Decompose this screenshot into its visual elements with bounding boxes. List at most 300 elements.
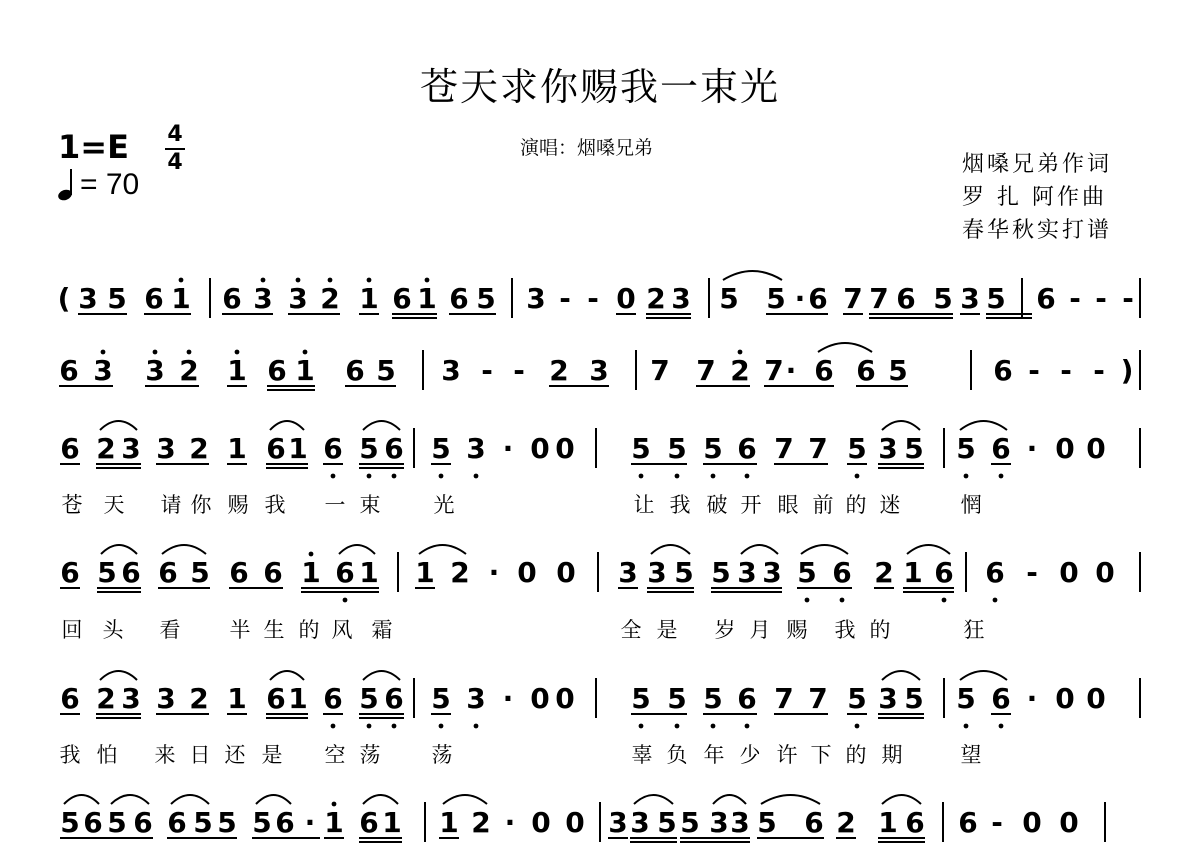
note: 2	[320, 282, 340, 315]
note: 2	[189, 432, 209, 465]
note: 1	[295, 354, 315, 387]
note: 6	[985, 556, 1005, 589]
note: 7	[650, 354, 670, 387]
lyric-character: 的	[845, 743, 867, 767]
note: 6	[804, 806, 824, 839]
note: 5	[476, 282, 496, 315]
note: 0	[565, 806, 585, 839]
slur	[723, 271, 782, 280]
note: 3	[145, 354, 165, 387]
lyric-character: 头	[102, 618, 124, 642]
low-octave-dot	[439, 724, 444, 729]
note: 2	[450, 556, 470, 589]
dash-extension: -	[513, 354, 525, 387]
note: 0	[1086, 432, 1106, 465]
note: 5	[631, 682, 651, 715]
note: 5	[904, 432, 924, 465]
lyric-character: 你	[190, 493, 212, 517]
note: 0	[1095, 556, 1115, 589]
low-octave-dot	[840, 598, 845, 603]
low-octave-dot	[964, 474, 969, 479]
note: 3	[288, 282, 308, 315]
note: 5	[107, 282, 127, 315]
note: 5	[97, 556, 117, 589]
lyric-character: 生	[263, 618, 285, 642]
note: 6	[991, 432, 1011, 465]
note: 2	[471, 806, 491, 839]
note: 3	[121, 682, 141, 715]
low-octave-dot	[711, 474, 716, 479]
note: 6	[832, 556, 852, 589]
note: 1	[382, 806, 402, 839]
note: 3	[878, 432, 898, 465]
slur	[801, 545, 848, 554]
note: 6	[266, 682, 286, 715]
lyric-character: 年	[703, 743, 725, 767]
lyric-character: 赐	[227, 493, 249, 517]
lyric-character: 我	[669, 493, 691, 517]
note: 5	[888, 354, 908, 387]
lyric-character: 前	[812, 493, 834, 517]
score-row	[60, 671, 1141, 767]
lyric-character: 岁	[714, 618, 736, 642]
note: 3	[709, 806, 729, 839]
lyric-character: 我	[59, 743, 81, 767]
note: 3	[618, 556, 638, 589]
note: 5	[757, 806, 777, 839]
slur	[339, 545, 375, 554]
dot-duration: ·	[504, 806, 516, 839]
lyric-character: 狂	[963, 618, 985, 642]
lyric-character: 霜	[371, 618, 393, 642]
lyric-character: 惘	[960, 493, 982, 517]
note: 6	[60, 682, 80, 715]
dash-extension: -	[1069, 282, 1081, 315]
high-octave-dot	[367, 278, 372, 283]
dash-extension: -	[587, 282, 599, 315]
time-signature-top: 4	[167, 122, 183, 147]
note: 7	[696, 354, 716, 387]
note: 2	[836, 806, 856, 839]
note: 3	[526, 282, 546, 315]
note: 5	[711, 556, 731, 589]
lyricist-credit: 烟嗓兄弟作词	[962, 152, 1113, 177]
note: 5	[933, 282, 953, 315]
note: 5	[956, 682, 976, 715]
note: 7	[843, 282, 863, 315]
lyric-character: 回	[61, 618, 83, 642]
note: 6	[275, 806, 295, 839]
dash-extension: -	[1028, 354, 1040, 387]
slur	[960, 671, 1007, 680]
note: 7	[774, 682, 794, 715]
note: 5	[217, 806, 237, 839]
lyric-character: 请	[160, 493, 182, 517]
lyric-character: 天	[103, 493, 125, 517]
note: 1	[415, 556, 435, 589]
note: 6	[991, 682, 1011, 715]
note: 1	[359, 556, 379, 589]
note: 6	[229, 556, 249, 589]
high-octave-dot	[179, 278, 184, 283]
note: 6	[896, 282, 916, 315]
note: 3	[78, 282, 98, 315]
lyric-character: 看	[159, 618, 181, 642]
note: 2	[179, 354, 199, 387]
note: 3	[466, 432, 486, 465]
dot-duration: ·	[1026, 682, 1038, 715]
slur	[419, 545, 466, 554]
note: 5	[986, 282, 1006, 315]
note: 6	[267, 354, 287, 387]
dot-duration: ·	[502, 682, 514, 715]
note: 5	[719, 282, 739, 315]
lyric-character: 我	[834, 618, 856, 642]
dash-extension: -	[481, 354, 493, 387]
dash-extension: -	[1093, 354, 1105, 387]
note: 6	[384, 682, 404, 715]
note: 2	[96, 432, 116, 465]
slur	[64, 795, 99, 804]
note: 0	[1055, 682, 1075, 715]
note: 1	[288, 682, 308, 715]
note: 6	[856, 354, 876, 387]
high-octave-dot	[309, 552, 314, 557]
high-octave-dot	[303, 350, 308, 355]
note: 3	[630, 806, 650, 839]
singer-credit: 演唱：烟嗓兄弟	[520, 137, 654, 159]
lyric-character: 赐	[786, 618, 808, 642]
slur	[741, 545, 778, 554]
low-octave-dot	[745, 474, 750, 479]
note: 6	[392, 282, 412, 315]
note: 3	[647, 556, 667, 589]
note: 6	[384, 432, 404, 465]
note: 0	[1059, 806, 1079, 839]
note: 5	[631, 432, 651, 465]
note: 5	[359, 682, 379, 715]
note: 5	[956, 432, 976, 465]
note: 6	[449, 282, 469, 315]
song-title: 苍天求你赐我一束光	[419, 65, 780, 109]
low-octave-dot	[331, 724, 336, 729]
dash-extension: -	[1060, 354, 1072, 387]
note: 0	[530, 432, 550, 465]
note: 7	[774, 432, 794, 465]
note: 7	[764, 354, 784, 387]
low-octave-dot	[999, 474, 1004, 479]
slur	[882, 671, 920, 680]
note: 5	[847, 432, 867, 465]
note: 1	[359, 282, 379, 315]
score-row	[59, 343, 1140, 390]
dot-duration: ·	[785, 354, 797, 387]
lyric-character: 望	[960, 743, 982, 767]
note: 6	[59, 354, 79, 387]
high-octave-dot	[153, 350, 158, 355]
score-row	[60, 795, 1105, 842]
note: 2	[96, 682, 116, 715]
note: 5	[190, 556, 210, 589]
dot-duration: ·	[488, 556, 500, 589]
lyric-character: 开	[740, 493, 762, 517]
high-octave-dot	[101, 350, 106, 355]
slur	[443, 795, 487, 804]
note: 2	[874, 556, 894, 589]
note: 5	[359, 432, 379, 465]
low-octave-dot	[439, 474, 444, 479]
low-octave-dot	[367, 724, 372, 729]
note: 0	[1022, 806, 1042, 839]
low-octave-dot	[474, 724, 479, 729]
dot-duration: ·	[794, 282, 806, 315]
dash-extension: -	[1026, 556, 1038, 589]
slur	[100, 671, 137, 680]
note: 6	[222, 282, 242, 315]
lyric-character: 全	[620, 618, 642, 642]
composer-credit: 罗 扎 阿作曲	[962, 185, 1107, 210]
low-octave-dot	[343, 598, 348, 603]
slur	[101, 545, 137, 554]
low-octave-dot	[474, 474, 479, 479]
note: 3	[589, 354, 609, 387]
dash-extension: -	[1095, 282, 1107, 315]
note: 3	[441, 354, 461, 387]
lyric-character: 光	[433, 493, 455, 517]
note: 1	[301, 556, 321, 589]
low-octave-dot	[805, 598, 810, 603]
note: 6	[323, 432, 343, 465]
note: 3	[671, 282, 691, 315]
note: 5	[667, 432, 687, 465]
low-octave-dot	[942, 598, 947, 603]
lyric-character: 的	[869, 618, 891, 642]
note: 0	[530, 682, 550, 715]
time-signature-bottom: 4	[167, 150, 183, 175]
note: 1	[439, 806, 459, 839]
slur	[363, 421, 400, 430]
lyric-character: 是	[261, 743, 283, 767]
lyric-character: 期	[881, 743, 903, 767]
lyric-character: 破	[706, 493, 728, 517]
note: 2	[549, 354, 569, 387]
high-octave-dot	[296, 278, 301, 283]
note: 6	[158, 556, 178, 589]
note: 5	[60, 806, 80, 839]
lyric-character: 来	[154, 743, 176, 767]
note: (	[57, 282, 71, 315]
note: 6	[60, 432, 80, 465]
note: 6	[934, 556, 954, 589]
note: 3	[156, 432, 176, 465]
lyric-character: 下	[810, 743, 832, 767]
note: )	[1120, 354, 1134, 387]
note: 6	[905, 806, 925, 839]
dash-extension: -	[559, 282, 571, 315]
note: 3	[93, 354, 113, 387]
note: 5	[193, 806, 213, 839]
slur	[882, 795, 921, 804]
low-octave-dot	[675, 724, 680, 729]
note: 6	[345, 354, 365, 387]
note: 0	[1055, 432, 1075, 465]
note: 6	[167, 806, 187, 839]
lyric-character: 少	[739, 743, 761, 767]
high-octave-dot	[328, 278, 333, 283]
note: 0	[555, 432, 575, 465]
note: 2	[646, 282, 666, 315]
note: 1	[903, 556, 923, 589]
note: 6	[335, 556, 355, 589]
note: 1	[227, 354, 247, 387]
score-row	[60, 545, 1140, 642]
note: 6	[266, 432, 286, 465]
high-octave-dot	[738, 350, 743, 355]
note: 5	[680, 806, 700, 839]
note: 5	[657, 806, 677, 839]
low-octave-dot	[331, 474, 336, 479]
slur	[818, 343, 872, 352]
lyric-character: 荡	[359, 743, 381, 767]
note: 0	[517, 556, 537, 589]
low-octave-dot	[964, 724, 969, 729]
dash-extension: -	[991, 806, 1003, 839]
note: 6	[958, 806, 978, 839]
slur	[162, 545, 206, 554]
note: 1	[878, 806, 898, 839]
note: 6	[808, 282, 828, 315]
note: 1	[417, 282, 437, 315]
note: 3	[960, 282, 980, 315]
slur	[882, 421, 920, 430]
note: 0	[616, 282, 636, 315]
note: 3	[608, 806, 628, 839]
note: 3	[253, 282, 273, 315]
note: 3	[156, 682, 176, 715]
lyric-character: 苍	[61, 493, 83, 517]
slur	[171, 795, 209, 804]
dot-duration: ·	[502, 432, 514, 465]
slur	[907, 545, 950, 554]
slur	[256, 795, 291, 804]
note: 6	[144, 282, 164, 315]
note: 1	[227, 682, 247, 715]
low-octave-dot	[392, 474, 397, 479]
lyric-character: 让	[633, 493, 655, 517]
slur	[634, 795, 673, 804]
note: 0	[1086, 682, 1106, 715]
lyric-character: 许	[776, 743, 798, 767]
note: 1	[227, 432, 247, 465]
note: 0	[1059, 556, 1079, 589]
note: 2	[730, 354, 750, 387]
lyric-character: 眼	[777, 493, 799, 517]
note: 6	[359, 806, 379, 839]
low-octave-dot	[855, 474, 860, 479]
lyric-character: 负	[666, 743, 688, 767]
note: 6	[121, 556, 141, 589]
note: 0	[555, 682, 575, 715]
note: 3	[878, 682, 898, 715]
low-octave-dot	[745, 724, 750, 729]
note: 7	[808, 432, 828, 465]
slur	[270, 421, 304, 430]
low-octave-dot	[639, 474, 644, 479]
note: 3	[737, 556, 757, 589]
note: 5	[766, 282, 786, 315]
note: 6	[323, 682, 343, 715]
note: 5	[107, 806, 127, 839]
note: 1	[288, 432, 308, 465]
lyric-character: 怕	[96, 743, 118, 767]
note: 5	[252, 806, 272, 839]
lyric-character: 迷	[879, 493, 901, 517]
low-octave-dot	[639, 724, 644, 729]
lyric-character: 的	[298, 618, 320, 642]
slur	[713, 795, 746, 804]
low-octave-dot	[367, 474, 372, 479]
lyric-character: 束	[359, 493, 381, 517]
note: 0	[531, 806, 551, 839]
note: 6	[993, 354, 1013, 387]
lyric-character: 还	[224, 743, 246, 767]
note: 6	[60, 556, 80, 589]
slur	[363, 671, 400, 680]
note: 3	[121, 432, 141, 465]
low-octave-dot	[711, 724, 716, 729]
transcriber-credit: 春华秋实打谱	[962, 218, 1113, 243]
dot-duration: ·	[304, 806, 316, 839]
low-octave-dot	[675, 474, 680, 479]
note: 5	[674, 556, 694, 589]
slur	[270, 671, 304, 680]
low-octave-dot	[392, 724, 397, 729]
slur	[761, 795, 820, 804]
note: 6	[737, 682, 757, 715]
note: 6	[1036, 282, 1056, 315]
note: 5	[703, 432, 723, 465]
note: 5	[797, 556, 817, 589]
lyric-character: 半	[229, 618, 251, 642]
note: 6	[737, 432, 757, 465]
lyric-character: 的	[845, 493, 867, 517]
lyric-character: 辜	[631, 743, 653, 767]
low-octave-dot	[999, 724, 1004, 729]
dash-extension: -	[1122, 282, 1134, 315]
score-row	[58, 271, 1140, 318]
lyric-character: 月	[749, 618, 771, 642]
note: 6	[133, 806, 153, 839]
note: 2	[189, 682, 209, 715]
slur	[363, 795, 398, 804]
lyric-character: 空	[324, 743, 346, 767]
note: 6	[814, 354, 834, 387]
slur	[111, 795, 149, 804]
slur	[100, 421, 137, 430]
dot-duration: ·	[1026, 432, 1038, 465]
high-octave-dot	[425, 278, 430, 283]
high-octave-dot	[261, 278, 266, 283]
note: 6	[263, 556, 283, 589]
note: 0	[556, 556, 576, 589]
lyric-character: 是	[656, 618, 678, 642]
note: 5	[431, 432, 451, 465]
high-octave-dot	[235, 350, 240, 355]
low-octave-dot	[993, 598, 998, 603]
high-octave-dot	[332, 802, 337, 807]
lyric-character: 日	[189, 743, 211, 767]
note: 3	[762, 556, 782, 589]
